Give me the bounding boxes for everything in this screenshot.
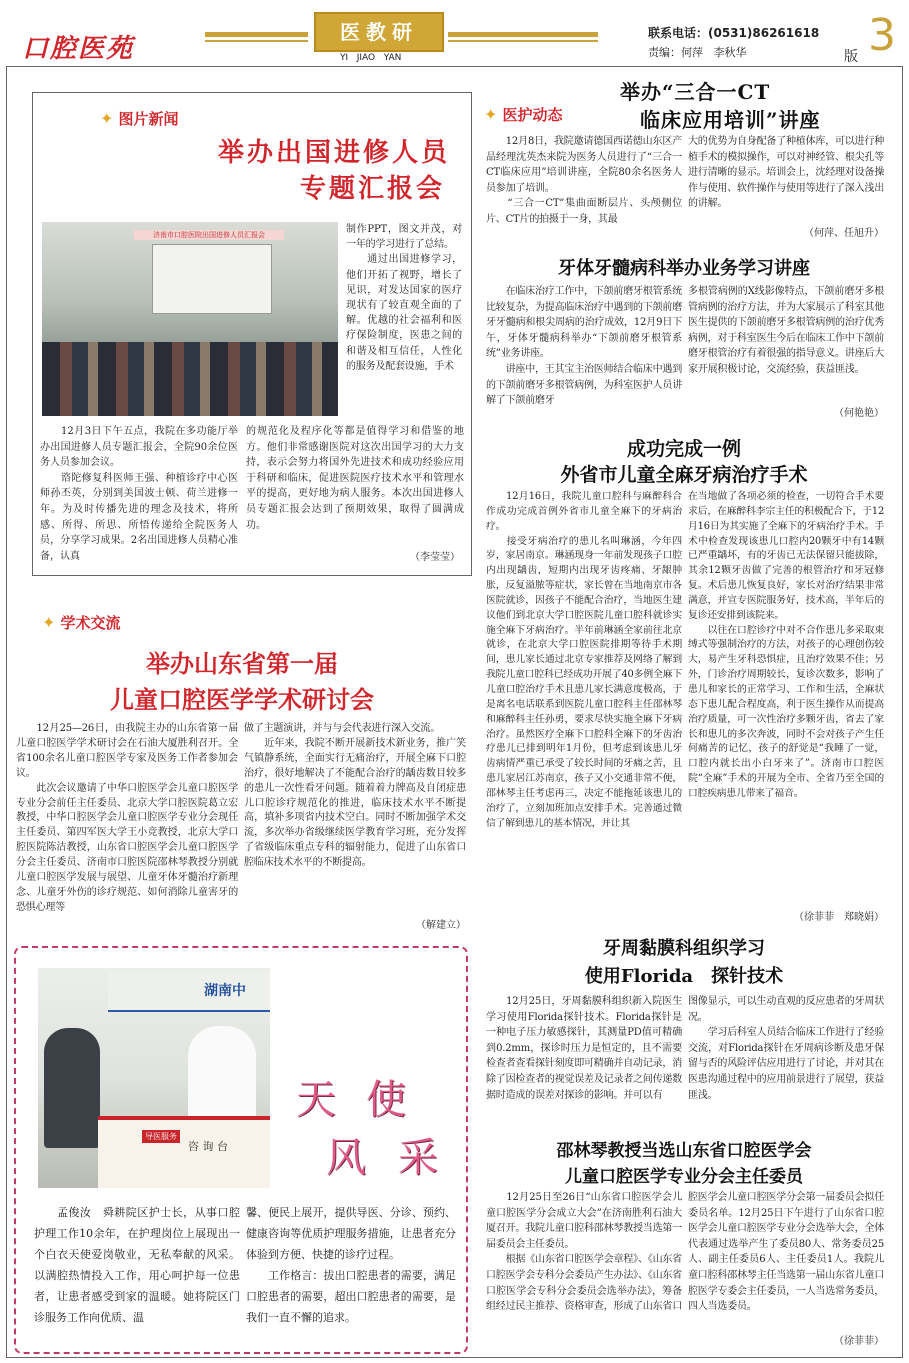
endo-col-1: 在临床治疗工作中，下颌前磨牙根管系统比较复杂，为提高临床治疗中遇到的下颌前磨牙牙髓病和根尖周病的治疗成效，12月9日下午，牙体牙髓病科举办“下颌前磨牙根管系统”业务讲座。 讲座中，王其宝主治医师结合临床中遇到的下颌前磨牙多根管病例，为科室医护人员讲解了下颌前磨牙 <box>486 286 682 407</box>
masthead <box>0 0 909 65</box>
projector-screen <box>152 244 272 314</box>
ct-section <box>484 104 563 125</box>
surgery-author: （徐菲菲 郑晓娟） <box>794 912 884 923</box>
photo-news-cont: 的规范化及程序化等都是值得学习和借鉴的地方。他们非常感谢医院对这次出国学习的大力支持，表示会努力将国外先进技术和成功经验应用于科研和临床，促进医院医疗技术水平和管理水平的提高，更好地为病人服务。本次出国进修人员专题汇报会达到了预期效果，取得了圆满成功。 <box>246 426 464 531</box>
angel-col-1: 孟俊汝 舜耕院区护士长，从事口腔护理工作10余年，在护理岗位上展现出一个白衣天使爱岗敬业，无私奉献的风采。以满腔热情投入工作，用心呵护每一位患者，让患者感受到家的温暖。她将院区门诊服务工作向优质、温 <box>34 1206 240 1324</box>
ct-title-1: 举办“三合一CT <box>620 80 771 104</box>
shao-title-2: 儿童口腔医学专业分会主任委员 <box>565 1167 803 1187</box>
desk <box>98 1116 270 1188</box>
endo-col-2: 多根管病例的X线影像特点，下颌前磨牙多根管病例的治疗方法，并为大家展示了科室其他医生提供的下颌前磨牙多根管病例的治疗优秀病例，对于科室医生今后在临床工作中下颌前磨牙根管治疗有着很强的指导意义。讲座后大家开展积极讨论，交流经验，获益匪浅。 <box>688 286 884 375</box>
sign-board <box>108 972 270 1012</box>
paper-name-logo: 口腔医苑 <box>22 34 135 64</box>
column-title-box <box>314 12 444 52</box>
header-rule-right <box>448 32 598 37</box>
photo-news-title-2: 专题汇报会 <box>299 174 445 204</box>
academic-section <box>42 612 121 633</box>
desk-label: 咨 询 台 <box>188 1140 228 1153</box>
header-rule-right-2 <box>448 40 598 42</box>
star-icon: ✦ <box>42 613 56 632</box>
star-icon: ✦ <box>100 109 114 128</box>
header-rule-left-2 <box>205 40 308 42</box>
ct-col-1: 12月8日，我院邀请德国西诺德山东区产品经理沈英杰来院为医务人员进行了“三合一CT临床应用”培训讲座，全院80余名医务人员参加了培训。 “三合一CT”集曲面断层片、头颅侧位片、CT片的拍摄于一身，其最 <box>486 136 682 225</box>
surgery-title-1: 成功完成一例 <box>626 438 741 460</box>
photo-news-section <box>100 108 179 129</box>
photo-news-image <box>42 222 338 416</box>
academic-col-2: 做了主题演讲，并与与会代表进行深入交流。 近年来，我院不断开展新技术新业务，推广笑气镇静系统，全面实行无痛治疗，开展全麻下口腔治疗，很好地解决了不能配合治疗的龋齿数目较多的患儿一次性看牙问题。随着着力牌高及自闭症患儿口腔诊疗规范化的推进，临床技术水平不断提高，填补多项省内技术空白。同时不断加强学术交流，多次举办省级继续医学教育学习班，充分发挥了省级临床重点专科的辐射能力，促进了山东省口腔临床技术水平的不断提高。 <box>244 723 466 869</box>
editors: 责编：何萍 李秋华 <box>648 46 747 59</box>
shao-title-1: 邵林琴教授当选山东省口腔医学会 <box>556 1141 812 1161</box>
angel-title-4: 采 <box>398 1135 438 1181</box>
badge-label: 导医服务 <box>142 1130 180 1143</box>
endo-title: 牙体牙髓病科举办业务学习讲座 <box>558 258 810 279</box>
page-number: 3 <box>868 10 896 61</box>
header-rule-left <box>205 32 308 37</box>
page-label: 版 <box>844 49 858 65</box>
shao-col-2: 腔医学会儿童口腔医学分会第一届委员会拟任委员名单。12月25日下午进行了山东省口腔医学会儿童口腔医学专业分会选举大会，全体代表通过选举产生了委员80人、常务委员25人、副主任委员6人、主任委员1人。我院儿童口腔科邵林琴主任当选第一届山东省儿童口腔医学专委会主任委员，一人当选常务委员，四人当选委员。 <box>688 1192 884 1313</box>
angel-title-3: 风 <box>326 1135 366 1181</box>
shao-col-1: 12月25日至26日“山东省口腔医学会儿童口腔医学分会成立大会”在济南胜利石油大厦召开。我院儿童口腔科邵林琴教授当选第一届委员会主任委员。 根据《山东省口腔医学会章程》、《山东省口腔医学会专科分会委员产生办法》、《山东省口腔医学会专科分会委员会选举办法》，筹备组经过民主推荐、资格审查，形成了山东省口 <box>486 1192 682 1313</box>
section-label: 学术交流 <box>60 614 121 632</box>
angel-title-2: 使 <box>366 1077 406 1123</box>
angel-title-1: 天 <box>296 1077 336 1123</box>
perio-title-2: 使用Florida 探针技术 <box>584 966 784 987</box>
perio-title-1: 牙周黏膜科组织学习 <box>603 938 765 959</box>
section-label: 医护动态 <box>502 106 563 124</box>
perio-col-1: 12月25日，牙周黏膜科组织新入院医生学习使用Florida探针技术。Florida探针是一种电子压力敏感探针，其测量PD值可精确到0.2mm，探诊时压力是恒定的，且不需要检查者查看探针刻度即可精确并自动记录，消除了因检查者的视觉误差及记录者之间传递数据时造成的误差对探诊的影响。并可以有 <box>486 996 682 1101</box>
academic-col-1: 12月25—26日，由我院主办的山东省第一届儿童口腔医学学术研讨会在石油大厦胜利召开。全省100余名儿童口腔医学专家及医务工作者参加会议。 此次会议邀请了中华口腔医学会儿童口腔医学专业分会前任主任委员、北京大学口腔医院葛立宏教授，中华口腔医学会儿童口腔医学专业分会现任主任委员、第四军医大学王小竞教授，北京大学口腔医院陈洁教授，山东省口腔医学会儿童口腔医学分会主任委员、济南市口腔医院邵林琴教授分别就儿童口腔医学发展与展望、儿童牙体牙髓治疗新理念、儿童牙外伤的诊疗规范、如何消除儿童害牙的恐惧心理等 <box>16 723 238 913</box>
surgery-col-2: 在当地做了各项必须的检查，一切符合手术要求后，在麻醉科李宗主任的积极配合下，于12月16日为其实施了全麻下的牙病治疗手术。手术中检查发现该患儿口腔内20颗牙中有14颗已严重龋坏，有的牙齿已无法保留只能拔除，其余12颗牙齿做了完善的根管治疗和牙冠修复。术后患儿恢复良好，家长对治疗结果非常满意，并宣专医院服务好，技术高，半年后的复诊还安排到该院来。 以往在口腔诊疗中对不合作患儿多采取束缚式等强制治疗的方法，对孩子的心理创伤较大，易产生牙科恐惧症，且治疗效果不佳；另外，门诊治疗周期较长，复诊次数多，影响了患儿和家长的正常学习、工作和生活，全麻状态下患儿配合程度高，利于医生操作从而提高治疗质量，可一次性治疗多颗牙齿，省去了家长和患儿的多次奔波，同时不会对孩子产生任何痛苦的记忆，孩子的舒觉是“我睡了一觉，口腔内就长出小白牙来了”。济南市口腔医院“全麻”手术的开展为全市、全省乃至全国的口腔疾病患儿带来了福音。 <box>688 491 884 799</box>
endo-author: （何艳艳） <box>834 408 884 419</box>
contact-phone: 联系电话：(0531)86261618 <box>648 26 820 40</box>
photo-banner: 济南市口腔医院出国进修人员汇报会 <box>134 230 284 240</box>
photo-news-author: （李莹莹） <box>410 552 460 563</box>
ct-title-2: 临床应用培训”讲座 <box>640 108 821 132</box>
academic-title-1: 举办山东省第一届 <box>146 649 338 678</box>
angel-col-2: 馨、便民上展开，提供导医、分诊、预约、健康咨询等优质护理服务措施，让患者充分体验到方便、快捷的诊疗过程。 工作格言：拔出口腔患者的需要，满足口腔患者的需要，超出口腔患者的需要，是我们一直不懈的追求。 <box>246 1206 456 1324</box>
surgery-title-2: 外省市儿童全麻牙病治疗手术 <box>560 464 808 486</box>
patient-figure <box>44 1028 100 1148</box>
column-title: 医教研 <box>340 20 418 44</box>
academic-title-2: 儿童口腔医学学术研讨会 <box>110 685 374 714</box>
photo-news-title-1: 举办出国进修人员 <box>217 138 450 168</box>
star-icon: ✦ <box>484 105 498 124</box>
section-label: 图片新闻 <box>118 110 179 128</box>
angel-photo <box>38 968 270 1188</box>
photo-news-left-col: 12月3日下午五点，我院在多功能厅举办出国进修人员专题汇报会，全院90余位医务人员参加会议。 谘陀修复科医师王强、种植诊疗中心医师孙丕英，分别到美国波士顿、荷兰进修一年。为及时传播先进的理念及技术，将所感、所得、所思、所悟传递给全院医务人员，分享学习成果。2名出国进修人员精心准备，认真 <box>40 426 238 562</box>
ct-author: （何萍、任旭升） <box>804 228 884 239</box>
perio-col-2: 图像显示，可以生动直观的反应患者的牙周状况。 学习后科室人员结合临床工作进行了经验交流，对Florida探针在牙周病诊断及患牙保留与否的风险评估应用进行了讨论，并对其在医患沟通过程中的应用前景进行了展望，获益匪浅。 <box>688 996 884 1101</box>
column-pinyin: YI JIAO YAN <box>340 53 402 63</box>
audience <box>42 342 338 416</box>
shao-author: （徐菲菲） <box>834 1336 884 1347</box>
sign-text: 湖南中 <box>204 983 246 999</box>
academic-author: （解建立） <box>416 920 466 931</box>
photo-news-right-col: 制作PPT，图文并茂，对一年的学习进行了总结。 通过出国进修学习，他们开拓了视野，增长了见识，对发达国家的医疗现状有了较直观全面的了解。优越的社会福利和医疗保险制度，医患之间的和谐及相互信任，人性化的服务及配套设施，手术 <box>346 224 462 372</box>
ct-col-2: 大的优势为自身配备了种植体库，可以进行种植手术的模拟操作，可以对神经管、根尖孔等进行清晰的显示。培训会上，沈经理对设备操作与使用、软件操作与使用等进行了深入浅出的讲解。 <box>688 136 884 210</box>
surgery-col-1: 12月16日，我院儿童口腔科与麻醉科合作成功完成首例外省市儿童全麻下的牙病治疗。 接受牙病治疗的患儿名叫琳涵，今年四岁，家居南京。琳涵现身一年前发现孩子口腔内出现龋齿，短期内出现牙齿疼痛、牙龈肿胀，反复溢脓等症状，家长曾在当地南京市各医院就诊，因孩子不能配合治疗，当地医生建议他们到北京大学口腔医院儿童口腔科就诊实施全麻下牙病治疗。半年前琳涵全家前往北京就诊，在北京大学口腔医院排期等待手术期间，患儿家长通过北京专家推荐及网络了解到我院儿童口腔科已经成功开展了40多例全麻下儿童口腔治疗手术且患儿家长满意度极高，于是离名电话联系到医院儿童口腔科主任邵林琴和麻醉科主任孙勇，要求尽快实施全麻下牙病治疗。虽然医疗全麻下口腔科全麻下的牙齿治疗患儿已排到明年1月份，但考虑到该患儿牙齿病情严重已承受了较长时间的牙痛之苦，且患儿家居江苏南京，孩子又小交通非常不便，邵林琴主任考虑再三，决定不能拖延该患儿的治疗了，立刻加班加点安排手术。完善通过微信了解到患儿的基本情况，并让其 <box>486 491 682 829</box>
